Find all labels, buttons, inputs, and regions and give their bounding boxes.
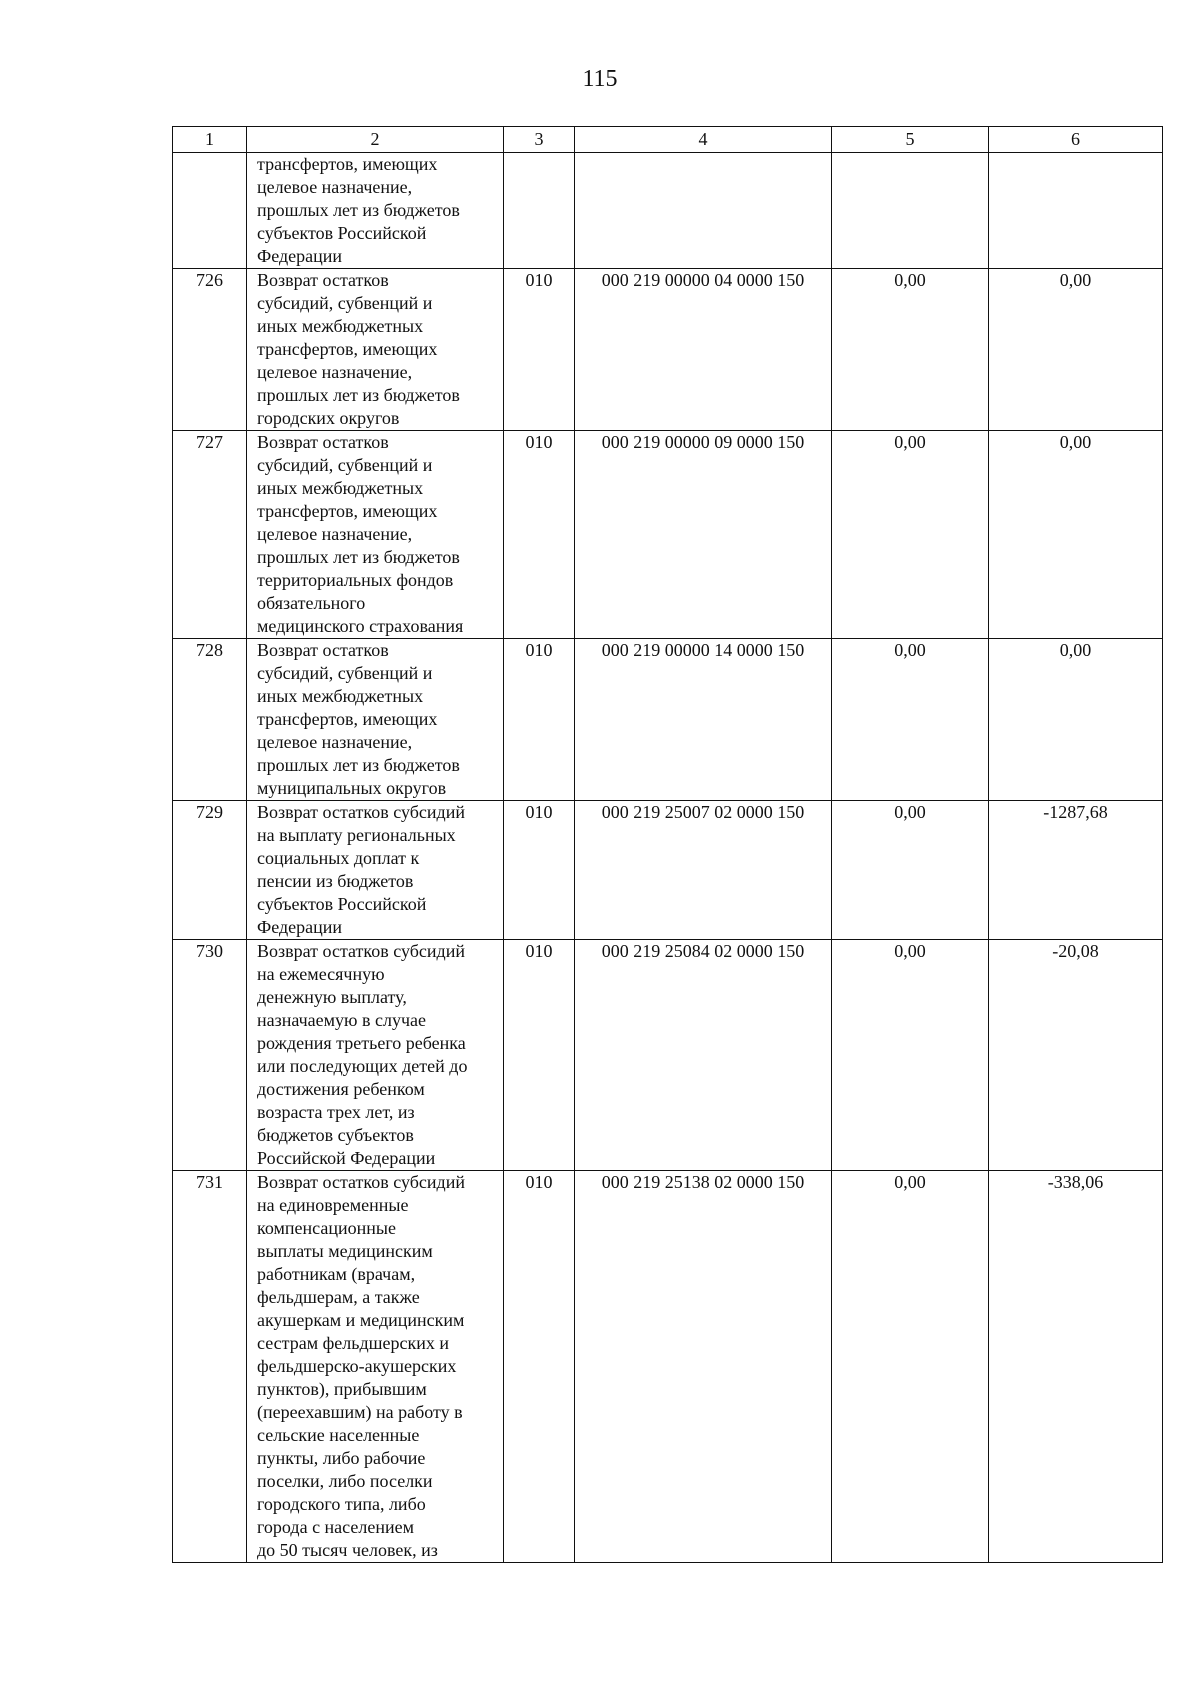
row-code: 010 (504, 1171, 575, 1563)
row-code: 010 (504, 940, 575, 1171)
row-value-column-5: 0,00 (832, 801, 989, 940)
row-value-column-5: 0,00 (832, 1171, 989, 1563)
row-number: 731 (173, 1171, 247, 1563)
row-value-column-6: 0,00 (989, 269, 1163, 431)
row-budget-classification-code (575, 153, 832, 269)
row-value-column-5: 0,00 (832, 269, 989, 431)
table-row (173, 153, 1163, 269)
table-row (173, 431, 1163, 639)
row-budget-classification-code: 000 219 25084 02 0000 150 (575, 940, 832, 1171)
table-row (173, 940, 1163, 1171)
row-code: 010 (504, 639, 575, 801)
row-number: 726 (173, 269, 247, 431)
row-value-column-6: 0,00 (989, 639, 1163, 801)
row-description: Возврат остатков субсидий, субвенций и иных межбюджетных трансфертов, имеющих целевое назначение, прошлых лет из бюджетов территориальных фондов обязательного медицинского страхования (247, 431, 504, 639)
row-description: трансфертов, имеющих целевое назначение, прошлых лет из бюджетов субъектов Российской Федерации (247, 153, 504, 269)
table-header-row (173, 127, 1163, 153)
row-value-column-5: 0,00 (832, 639, 989, 801)
column-header-6: 6 (989, 127, 1163, 153)
row-budget-classification-code: 000 219 00000 04 0000 150 (575, 269, 832, 431)
page-number: 115 (582, 66, 618, 92)
row-budget-classification-code: 000 219 00000 09 0000 150 (575, 431, 832, 639)
row-value-column-5 (832, 153, 989, 269)
row-budget-classification-code: 000 219 25138 02 0000 150 (575, 1171, 832, 1563)
row-number: 728 (173, 639, 247, 801)
row-budget-classification-code: 000 219 25007 02 0000 150 (575, 801, 832, 940)
row-description: Возврат остатков субсидий, субвенций и иных межбюджетных трансфертов, имеющих целевое назначение, прошлых лет из бюджетов муниципальных округов (247, 639, 504, 801)
row-budget-classification-code: 000 219 00000 14 0000 150 (575, 639, 832, 801)
row-description: Возврат остатков субсидий на выплату региональных социальных доплат к пенсии из бюджетов субъектов Российской Федерации (247, 801, 504, 940)
budget-table (172, 126, 1163, 1563)
row-number (173, 153, 247, 269)
column-header-5: 5 (832, 127, 989, 153)
column-header-4: 4 (575, 127, 832, 153)
row-value-column-6 (989, 153, 1163, 269)
table-row (173, 269, 1163, 431)
row-number: 727 (173, 431, 247, 639)
row-value-column-6: -338,06 (989, 1171, 1163, 1563)
row-number: 729 (173, 801, 247, 940)
column-header-2: 2 (247, 127, 504, 153)
row-code (504, 153, 575, 269)
column-header-3: 3 (504, 127, 575, 153)
row-value-column-6: -1287,68 (989, 801, 1163, 940)
row-code: 010 (504, 431, 575, 639)
table-row (173, 801, 1163, 940)
row-description: Возврат остатков субсидий на ежемесячную денежную выплату, назначаемую в случае рождения третьего ребенка или последующих детей до достижения ребенком возраста трех лет, из бюджетов субъектов Российской Федерации (247, 940, 504, 1171)
row-value-column-6: 0,00 (989, 431, 1163, 639)
row-description: Возврат остатков субсидий, субвенций и иных межбюджетных трансфертов, имеющих целевое назначение, прошлых лет из бюджетов городских округов (247, 269, 504, 431)
row-description: Возврат остатков субсидий на единовременные компенсационные выплаты медицинским работникам (врачам, фельдшерам, а также акушеркам и медицинским сестрам фельдшерских и фельдшерско-акушерских пунктов), прибывшим (переехавшим) на работу в сельские населенные пункты, либо рабочие поселки, либо поселки городского типа, либо города с населением до 50 тысяч человек, из (247, 1171, 504, 1563)
row-value-column-5: 0,00 (832, 940, 989, 1171)
table-row (173, 639, 1163, 801)
row-code: 010 (504, 269, 575, 431)
table-row (173, 1171, 1163, 1563)
row-number: 730 (173, 940, 247, 1171)
column-header-1: 1 (173, 127, 247, 153)
row-value-column-5: 0,00 (832, 431, 989, 639)
row-code: 010 (504, 801, 575, 940)
row-value-column-6: -20,08 (989, 940, 1163, 1171)
